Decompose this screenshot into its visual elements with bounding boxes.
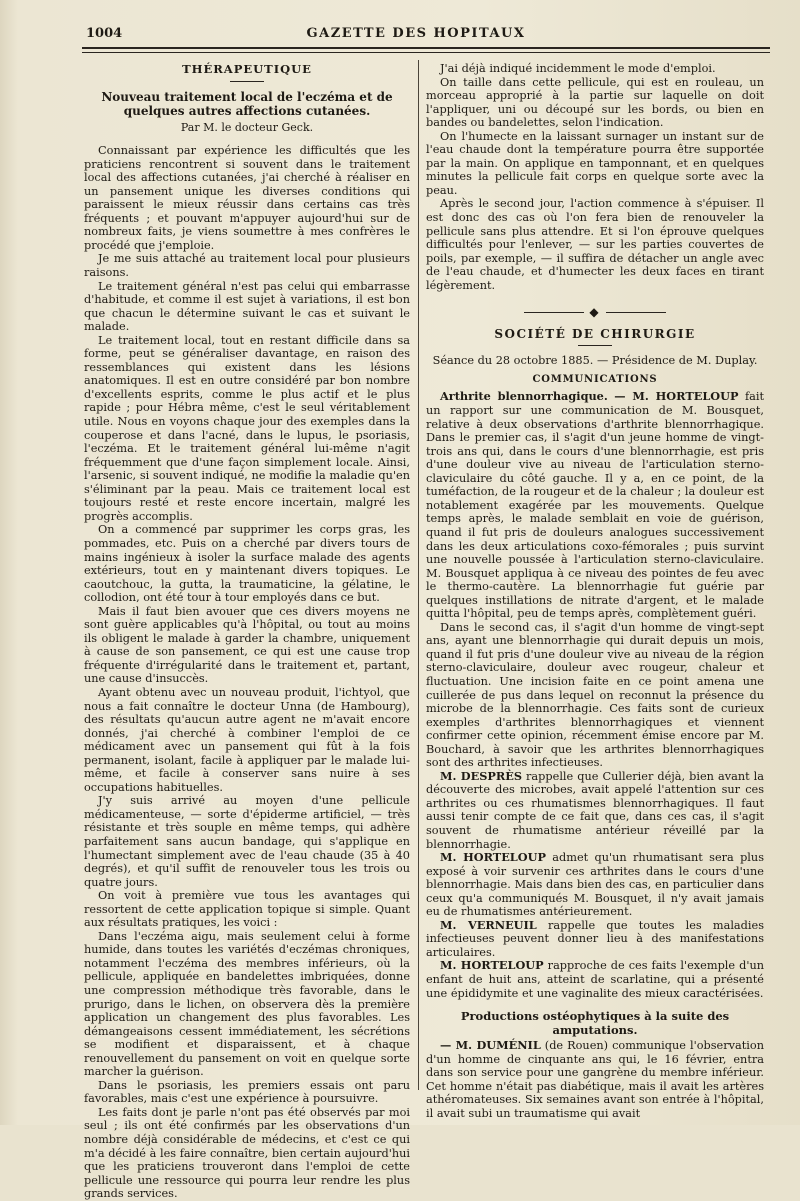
section-ornament <box>426 306 764 320</box>
paragraph: Dans le second cas, il s'agit d'un homme de vingt-sept ans, ayant une blennorrhagie qui durait depuis un mois, quand il fut pris d'une douleur vive au niveau de la région sterno-claviculaire, douleur avec rougeur, chaleur et fluctuation. Une incision faite en ce point amena une cuillerée de pus dans lequel on reconnut la présence du microbe de la blennorrhagie. Ces faits sont de curieux exemples d'arthrites blennorrhagiques et viennent confirmer cette opinion, récemment émise encore par M. Bouchard, à savoir que les arthrites blennorrhagiques sont des arthrites infectieuses. <box>426 620 764 770</box>
right-column <box>426 62 764 1120</box>
discussion-paragraph <box>426 959 764 1000</box>
paragraph: Ayant obtenu avec un nouveau produit, l'ichtyol, que nous a fait connaître le docteur Unna (de Hambourg), des résultats qu'aucun autre agent ne m'avait encore donnés, j'ai cherché à combiner l'emploi de ce médicament avec un pansement qui fût à la fois permanent, isolant, facile à appliquer par le malade lui-même, et facile à conserver sans nuire à ses occupations habituelles. <box>84 685 410 794</box>
column-divider <box>418 60 419 1090</box>
paragraph: Le traitement général n'est pas celui qui embarrasse d'habitude, et comme il est sujet à variations, il est bon que chacun le détermine suivant le cas et suivant le malade. <box>84 279 410 334</box>
paragraph: Le traitement local, tout en restant difficile dans sa forme, peut se généraliser davantage, en raison des ressemblances qui existent dans les lésions anatomiques. Il est en outre considéré par bon nombre d'excellents esprits, comme le plus actif et le plus rapide ; pour Hébra même, c'est le seul véritablement utile. Nous en voyons chaque jour des exemples dans la couperose et dans l'acné, dans le lupus, le psoriasis, l'eczéma. Et le traitement général lui-même n'agit fréquemment que d'une façon simplement locale. Ainsi, l'arsenic, si souvent indiqué, ne modifie la maladie qu'en s'éliminant par la peau. Mais ce traitement local est toujours resté et reste encore incertain, malgré les progrès accomplis. <box>84 333 410 523</box>
society-rule <box>578 345 612 346</box>
paragraph: On a commencé par supprimer les corps gras, les pommades, etc. Puis on a cherché par divers tours de mains ingénieux à isoler la surface malade des agents extérieurs, tout en y maintenant divers topiques. Le caoutchouc, la gutta, la traumaticine, la gélatine, le collodion, ont été tour à tour employés dans ce but. <box>84 523 410 605</box>
discussion-text: admet qu'un rhumatisant sera plus exposé à voir survenir ces arthrites dans le cours d'une blennorrhagie. Mais dans bien des cas, en particulier dans ceux qu'a communiqués M. Bousquet, il n'y avait jamais eu de rhumatismes antérieurement. <box>426 851 764 919</box>
ornament-diamond-icon: ◆ <box>589 305 601 320</box>
ornament-line <box>524 312 584 313</box>
discussion-paragraph <box>426 919 764 960</box>
discussion-paragraph <box>426 1039 764 1120</box>
section-title: THÉRAPEUTIQUE <box>182 62 312 76</box>
discussion-text: (de Rouen) communique l'observation d'un homme de cinquante ans qui, le 16 février, entra dans son service pour une gangrène du membre inférieur. Cet homme n'était pas diabétique, mais il avait les artères athéromateuses. Six semaines avant son entrée à l'hôpital, il avait subi un traumatisme qui avait <box>426 1039 764 1120</box>
header-rule <box>82 47 770 49</box>
communication-text: fait un rapport sur une communication de M. Bousquet, relative à deux observations d'arthrite blennorrhagique. Dans le premier cas, il s'agit d'un jeune homme de vingt-trois ans qui, dans le cours d'une blennorrhagie, est pris d'une douleur vive au niveau de l'articulation sterno-claviculaire du côté gauche. Il y a, en ce point, de la tuméfaction, de la rougeur et de la chaleur ; la douleur est notablement exagérée par les mouvements. Quelque temps après, le malade semblait en voie de guérison, quand il fut pris de douleurs analogues successivement dans les deux articulations coxo-fémorales ; puis survint une nouvelle poussée à l'articulation sterno-claviculaire. M. Bousquet appliqua à ce niveau des pointes de feu avec le thermo-cautère. La blennorrhagie fut guérie par quelques instillations de nitrate d'argent, et le malade quitta l'hôpital, peu de temps après, complètement guéri. <box>426 390 765 621</box>
section-rule <box>230 81 264 82</box>
communication-paragraph <box>426 390 764 620</box>
communication-title: Arthrite blennorrhagique. <box>440 389 608 404</box>
speaker-name: M. HORTELOUP <box>440 850 546 865</box>
paragraph: On voit à première vue tous les avantages qui ressortent de cette application topique si simple. Quant aux résultats pratiques, les voici : <box>84 889 410 930</box>
article-title: Nouveau traitement local de l'eczéma et de quelques autres affections cutanées. <box>101 89 393 118</box>
speaker-name: M. DESPRÈS <box>440 768 523 783</box>
discussion-paragraph <box>426 851 764 919</box>
paragraph: J'y suis arrivé au moyen d'une pellicule médicamenteuse, — sorte d'épiderme artificiel, — très résistante et très souple en même temps, qui adhère parfaitement sans aucun bandage, qui s'applique en l'humectant simplement avec de l'eau chaude (35 à 40 degrés), et qu'il suffit de renouveler tous les trois ou quatre jours. <box>84 794 410 889</box>
page-header <box>60 22 772 44</box>
paragraph: Les faits dont je parle n'ont pas été observés par moi seul ; ils ont été confirmés par les observations d'un nombre déjà considérable de médecins, et c'est ce qui m'a décidé à les faire connaître, bien certain aujourd'hui que les praticiens trouveront dans l'emploi de cette pellicule une ressource qui pourra leur rendre les plus grands services. <box>84 1105 410 1201</box>
paragraph: Connaissant par expérience les difficultés que les praticiens rencontrent si souvent dans le traitement local des affections cutanées, j'ai cherché à réaliser en un pansement unique les diverses conditions qui paraissent le mieux réussir dans certains cas très fréquents ; et pouvant m'appuyer aujourd'hui sur de nombreux faits, je viens soumettre à mes confrères le procédé que j'emploie. <box>84 144 410 252</box>
header-rule-thin <box>82 52 770 53</box>
paragraph: Mais il faut bien avouer que ces divers moyens ne sont guère applicables qu'à l'hôpital, ou tout au moins ils obligent le malade à garder la chambre, uniquement à cause de son pansement, ce qui est une cause trop fréquente d'irrégularité dans le traitement et, partant, une cause d'insuccès. <box>84 604 410 686</box>
speaker-name: M. VERNEUIL <box>440 917 537 932</box>
discussion-text: rapproche de ces faits l'exemple d'un enfant de huit ans, atteint de scarlatine, qui a présenté une épididymite et une vaginalite des mieux caractérisées. <box>426 959 764 1000</box>
speaker-name: — M. HORTELOUP <box>614 389 739 404</box>
speaker-name: M. HORTELOUP <box>440 958 544 973</box>
paragraph: Dans le psoriasis, les premiers essais ont paru favorables, mais c'est une expérience à poursuivre. <box>84 1078 410 1106</box>
article-byline: Par M. le docteur Geck. <box>180 120 314 134</box>
paragraph: On taille dans cette pellicule, qui est en rouleau, un morceau approprié à la partie sur laquelle on doit l'appliquer, uni ou découpé sur les bords, ou bien en bandes ou bandelettes, selon l'indication. <box>426 75 764 130</box>
paragraph: On l'humecte en la laissant surnager un instant sur de l'eau chaude dont la température pourra être supportée par la main. On applique en tamponnant, et en quelques minutes la pellicule fait corps en quelque sorte avec la peau. <box>426 129 764 197</box>
discussion-text: rappelle que toutes les maladies infectieuses peuvent donner lieu à des manifestations articulaires. <box>426 918 764 959</box>
journal-title: GAZETTE DES HOPITAUX <box>306 26 526 41</box>
subsection-title: Productions ostéophytiques à la suite des amputations. <box>460 1009 730 1037</box>
paragraph: J'ai déjà indiqué incidemment le mode d'emploi. <box>440 62 716 75</box>
society-title: SOCIÉTÉ DE CHIRURGIE <box>494 326 696 341</box>
seance-line: Séance du 28 octobre 1885. — Présidence de M. Duplay. <box>432 354 758 368</box>
discussion-text: rappelle que Cullerier déjà, bien avant la découverte des microbes, avait appelé l'attention sur ces arthrites ou ces rhumatismes blennorrhagiques. Il faut aussi tenir compte de ce fait que, dans ces cas, il s'agit souvent de rhumatisme antérieur réveillé par la blennorrhagie. <box>426 769 764 851</box>
speaker-name: — M. DUMÉNIL <box>440 1038 541 1053</box>
discussion-paragraph <box>426 770 764 851</box>
left-column <box>84 62 410 1201</box>
communications-heading: COMMUNICATIONS <box>532 373 658 385</box>
paragraph: Dans l'eczéma aigu, mais seulement celui à forme humide, dans toutes les variétés d'eczémas chroniques, notamment l'eczéma des membres inférieurs, où la pellicule, appliquée en bandelettes imbriquées, donne une compression méthodique très favorable, dans le prurigo, dans le lichen, on observera dès la première application un changement des plus favorables. Les démangeaisons cessent immédiatement, les sécrétions se modifient et disparaissent, et à chaque renouvellement du pansement on voit en quelque sorte marcher la guérison. <box>84 929 410 1079</box>
page-number: 1004 <box>86 26 123 41</box>
ornament-line <box>606 312 666 313</box>
paragraph: Après le second jour, l'action commence à s'épuiser. Il est donc des cas où l'on fera bien de renouveler la pellicule sans plus attendre. Et si l'on éprouve quelques difficultés pour l'enlever, — sur les parties couvertes de poils, par exemple, — il suffira de détacher un angle avec de l'eau chaude, et d'humecter les deux faces en tirant légèrement. <box>426 197 764 292</box>
paragraph: Je me suis attaché au traitement local pour plusieurs raisons. <box>84 252 410 280</box>
